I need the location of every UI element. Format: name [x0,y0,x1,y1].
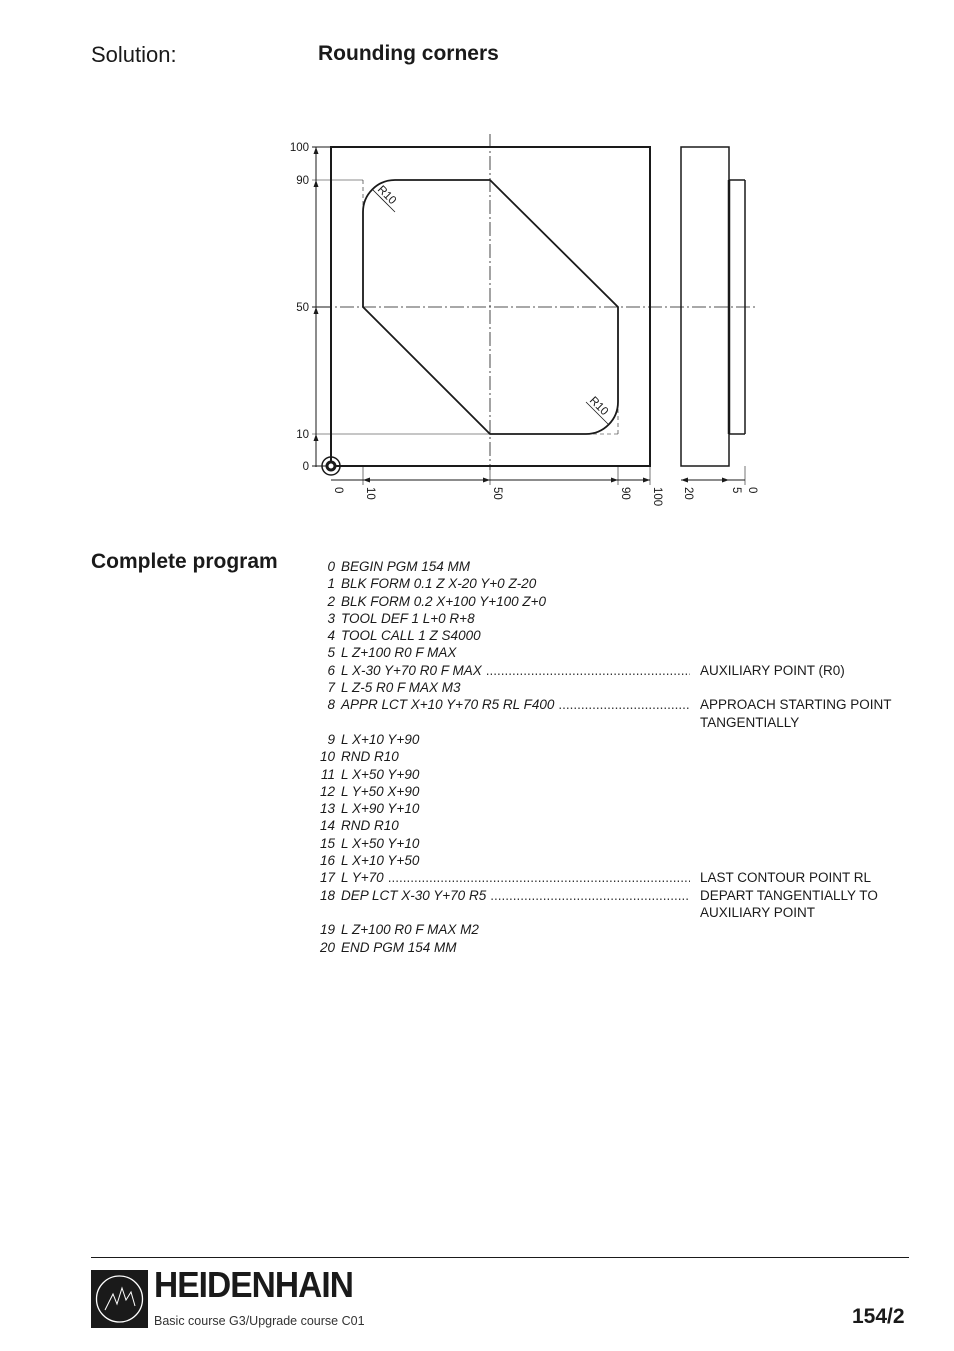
radius-label-top: R10 [374,183,399,208]
program-line [300,575,900,592]
program-line [300,627,900,644]
program-line-number: 14 [319,818,335,834]
program-line-number: 5 [327,645,335,661]
program-line [300,939,900,956]
program-line-code: DEP LCT X-30 Y+70 R5 [341,887,487,903]
program-line-number: 7 [327,680,335,696]
leader-dots [486,662,690,679]
side-label-0: 0 [746,487,758,494]
program-line [300,783,900,800]
page-title: Rounding corners [318,42,499,65]
x-label-90: 90 [619,487,631,500]
program-line-number: 0 [327,559,335,574]
program-line [300,800,900,817]
program-line-number: 9 [327,731,335,747]
program-listing [300,558,900,956]
program-line [300,696,900,731]
program-line-comment: DEPART TANGENTIALLY TO AUXILIARY POINT [700,887,878,920]
x-label-0: 0 [332,487,344,494]
program-line-code: L X+50 Y+90 [341,766,420,782]
program-line-number: 13 [319,801,335,817]
program-line [300,731,900,748]
program-line-number: 18 [319,887,335,903]
side-label-5: 5 [730,487,742,494]
program-line-comment: AUXILIARY POINT (R0) [700,662,845,678]
y-label-50: 50 [296,302,309,314]
y-label-100: 100 [289,142,309,154]
program-line [300,610,900,627]
program-line-code: RND R10 [341,818,399,834]
program-line-code: L Z+100 R0 F MAX M2 [341,922,479,938]
program-line [300,852,900,869]
y-label-0: 0 [302,461,309,473]
program-line [300,644,900,661]
program-line-number: 10 [319,749,335,765]
brand-name: HEIDENHAIN [154,1264,354,1305]
y-label-10: 10 [296,429,309,441]
program-line-code: APPR LCT X+10 Y+70 R5 RL F400 [341,697,555,713]
program-line [300,593,900,610]
program-line-code: L Z-5 R0 F MAX M3 [341,680,461,696]
program-line-code: L X-30 Y+70 R0 F MAX [341,662,482,678]
program-line [300,748,900,765]
program-line-code: RND R10 [341,749,399,765]
program-line-code: L Z+100 R0 F MAX [341,645,457,661]
program-line-number: 12 [319,783,335,799]
dimension-arrows [314,147,730,483]
program-line [300,558,900,575]
program-line-number: 11 [320,766,335,782]
program-line-number: 3 [327,610,335,626]
program-line-code: L X+50 Y+10 [341,835,420,851]
technical-drawing [0,0,954,520]
page-number: 154/2 [852,1305,905,1328]
program-line [300,817,900,834]
program-line [300,662,900,679]
program-line-code: L Y+70 [341,870,384,886]
program-line [300,887,900,922]
program-line-code: BLK FORM 0.2 X+100 Y+100 Z+0 [341,593,546,609]
leader-dots [388,869,690,886]
side-view [681,147,745,485]
leader-dots [558,696,690,731]
program-line-code: END PGM 154 MM [341,939,457,955]
radius-label-bottom: R10 [586,394,611,419]
program-line-code: L X+10 Y+90 [341,731,420,747]
program-line-number: 16 [319,853,335,869]
program-line [300,835,900,852]
program-line-number: 4 [327,628,335,644]
program-line [300,766,900,783]
side-label-20: 20 [682,487,694,500]
program-line [300,921,900,938]
x-label-50: 50 [491,487,503,500]
program-line-code: L X+10 Y+50 [341,853,420,869]
program-line-code: L X+90 Y+10 [341,801,420,817]
program-line-number: 1 [327,576,335,592]
program-line-code: TOOL CALL 1 Z S4000 [341,628,481,644]
y-label-90: 90 [296,175,309,187]
program-line-code: BLK FORM 0.1 Z X-20 Y+0 Z-20 [341,576,537,592]
program-line-code: TOOL DEF 1 L+0 R+8 [341,610,475,626]
heidenhain-logo-icon [91,1270,148,1328]
solution-label: Solution: [91,42,177,67]
program-line-number: 15 [319,835,335,851]
program-line-number: 20 [319,939,335,955]
program-line-code: BEGIN PGM 154 MM [341,559,471,574]
footer-divider [91,1257,909,1258]
program-line-comment: APPROACH STARTING POINT TANGENTIALLY [700,697,892,730]
program-line [300,869,900,886]
x-label-10: 10 [364,487,376,500]
program-line-number: 6 [327,662,335,678]
program-heading: Complete program [91,550,278,573]
program-line [300,679,900,696]
x-label-100: 100 [651,487,663,507]
program-line-comment: LAST CONTOUR POINT RL [700,870,872,886]
program-line-number: 2 [327,593,335,609]
program-line-number: 17 [319,870,335,886]
program-line-number: 19 [319,922,335,938]
program-line-code: L Y+50 X+90 [341,783,420,799]
program-line-number: 8 [327,697,335,713]
leader-dots [490,887,690,922]
course-label: Basic course G3/Upgrade course C01 [154,1314,365,1328]
